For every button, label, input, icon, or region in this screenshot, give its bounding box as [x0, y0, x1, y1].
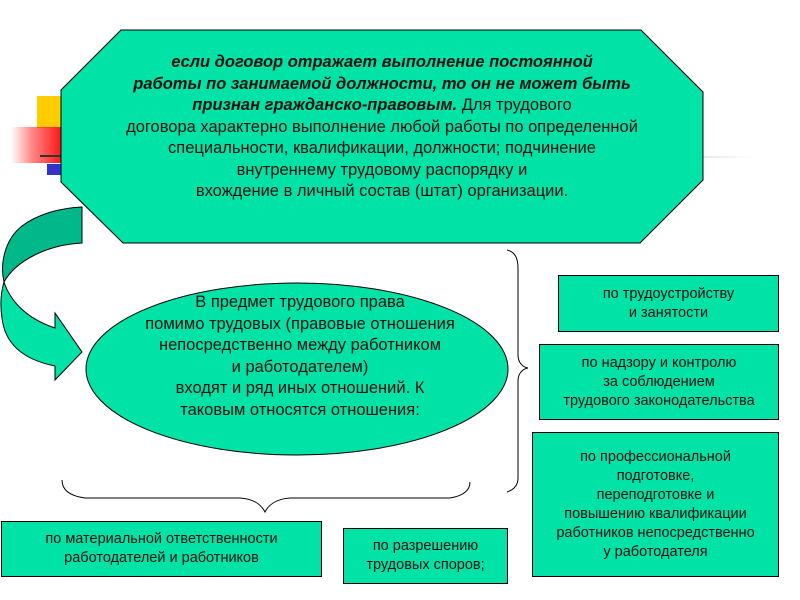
ellipse-line-6: таковым относятся отношения: [180, 400, 420, 419]
box-liability-line-1: по материальной ответственности [45, 531, 278, 547]
ellipse-line-2: помимо трудовых (правовые отношения [145, 314, 455, 333]
ellipse-line-1: В предмет трудового права [195, 293, 405, 311]
box-disputes [343, 528, 508, 584]
box-training-line-2: подготовке, [616, 467, 695, 484]
box-disputes-line-2: трудовых споров; [366, 557, 485, 573]
box-training-line-5: работников непосредственно [556, 524, 755, 541]
box-training [532, 432, 779, 577]
bottom-brace [62, 480, 470, 512]
octagon-line-6: внутреннему трудовому распорядку и [236, 160, 528, 179]
octagon-line-5: специальности, квалификации, должности; подчинение [168, 139, 596, 157]
ellipse-line-4: и работодателем) [231, 357, 369, 376]
box-training-line-6: у работодателя [603, 543, 708, 560]
octagon-bold-line-1: если договор отражает выполнение постоянной [171, 53, 593, 71]
box-training-line-4: повышению квалификации [564, 505, 747, 522]
box-liability [1, 521, 322, 577]
ellipse-line-3: непосредственно между работником [158, 336, 442, 354]
box-employment-line-1: по трудоустройству [602, 285, 735, 302]
box-supervision-line-1: по надзору и контролю [581, 354, 737, 371]
octagon-line-4: договора характерно выполнение любой работы по определенной [126, 117, 638, 136]
curved-arrow-lower-icon [1, 282, 82, 380]
box-training-line-3: переподготовке и [596, 486, 715, 503]
box-employment-line-2: и занятости [628, 304, 709, 321]
box-supervision [539, 344, 779, 420]
box-supervision-line-2: за соблюдением [603, 373, 715, 390]
box-liability-line-2: работодателей и работников [64, 550, 259, 566]
right-brace [507, 250, 528, 492]
box-disputes-line-1: по разрешению [372, 538, 479, 554]
octagon-line-7: вхождение в личный состав (штат) организации. [195, 182, 569, 200]
ellipse-text [100, 292, 500, 421]
box-employment [558, 275, 779, 332]
octagon-bold-line-2: работы по занимаемой должности, то он не может быть [133, 74, 631, 93]
ellipse-line-5: входят и ряд иных отношений. К [175, 379, 425, 397]
curved-arrow-upper-icon [3, 207, 82, 282]
octagon-bold-line-3: признан гражданско-правовым. [192, 96, 458, 114]
box-training-line-1: по профессиональной [580, 448, 731, 465]
octagon-text [62, 52, 702, 203]
octagon-tail: Для трудового [457, 96, 572, 114]
box-supervision-line-3: трудового законодательства [563, 392, 755, 409]
